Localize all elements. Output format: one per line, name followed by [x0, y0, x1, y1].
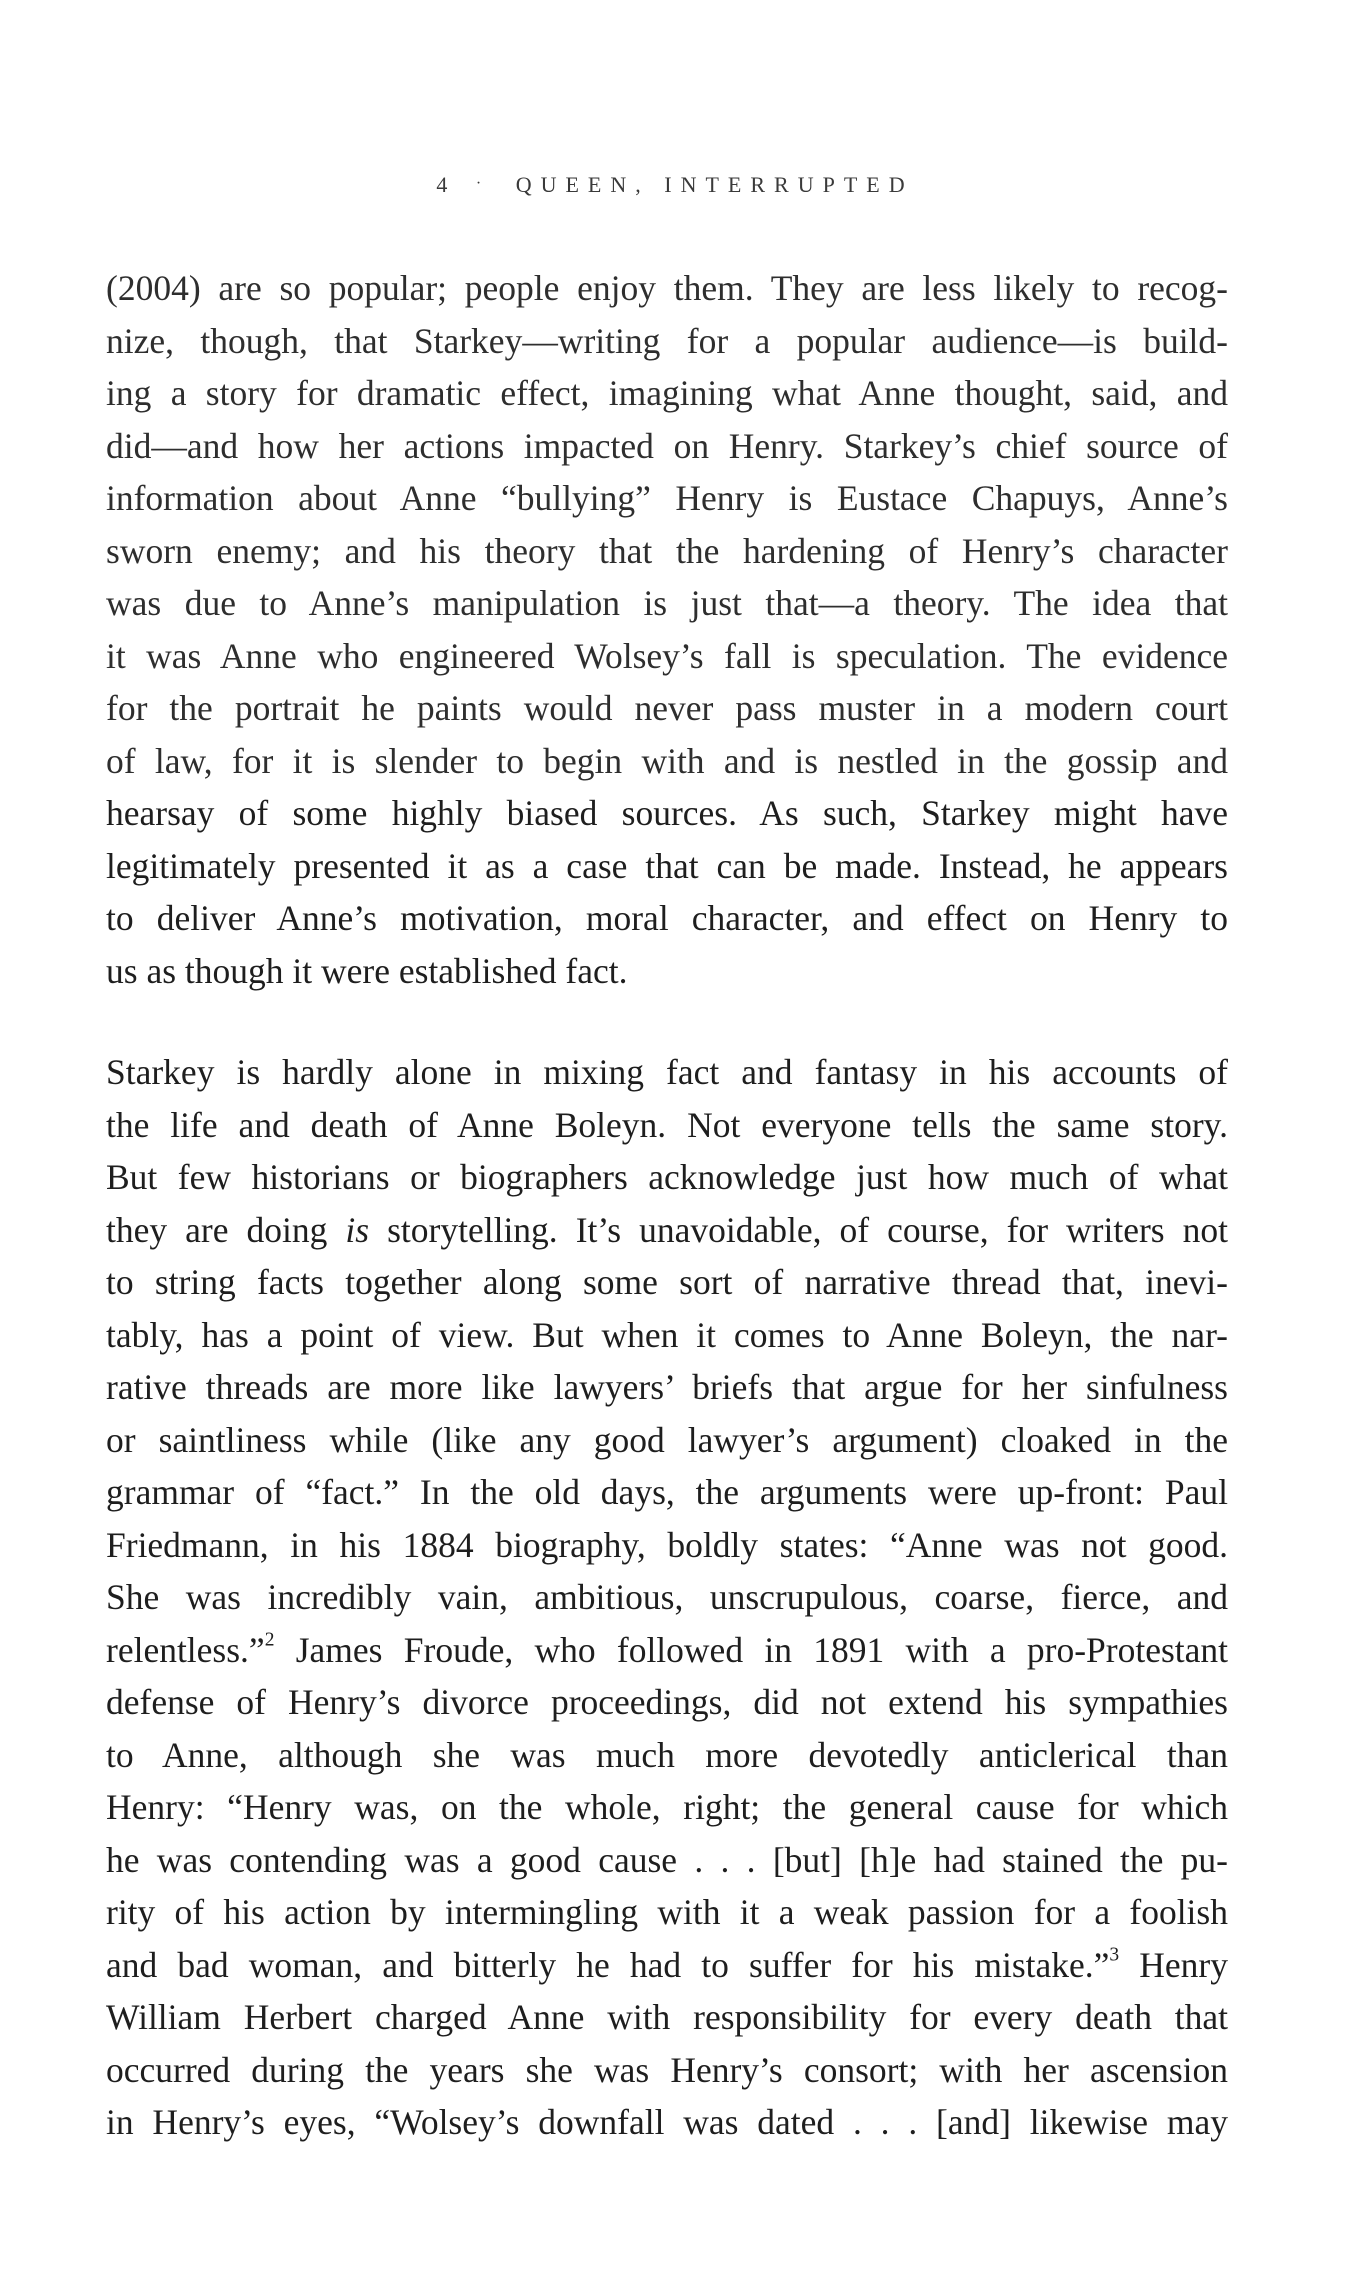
paragraph [106, 1046, 1228, 2149]
text-line: to Anne, although she was much more devotedly anticlerical than [106, 1734, 1228, 1775]
text-line: ing a story for dramatic effect, imagining what Anne thought, said, and [106, 373, 1228, 413]
text-line: for the portrait he paints would never pass muster in a modern court [106, 688, 1228, 728]
running-head [0, 172, 1350, 198]
footnote-ref: 2 [264, 1628, 275, 1650]
text-line: Starkey is hardly alone in mixing fact and fantasy in his accounts of [106, 1052, 1228, 1092]
text-line [106, 1624, 1228, 1677]
text-line: She was incredibly vain, ambitious, unscrupulous, coarse, fierce, and [106, 1577, 1228, 1617]
text-line: rity of his action by intermingling with it a weak passion for a foolish [106, 1892, 1228, 1932]
text-run: and bad woman, and bitterly he had to suffer for his mistake.” [106, 1944, 1110, 1985]
text-line: (2004) are so popular; people enjoy them. They are less likely to recog- [106, 268, 1228, 308]
text-line: hearsay of some highly biased sources. As such, Starkey might have [106, 793, 1228, 833]
text-line: to string facts together along some sort of narrative thread that, inevi- [106, 1262, 1228, 1302]
text-line: sworn enemy; and his theory that the hardening of Henry’s character [106, 530, 1228, 571]
text-line: us as though it were established fact. [106, 950, 628, 991]
text-line [106, 1939, 1228, 1992]
text-line: tably, has a point of view. But when it comes to Anne Boleyn, the nar- [106, 1314, 1228, 1355]
text-line: legitimately presented it as a case that can be made. Instead, he appears [106, 845, 1228, 886]
text-run: relentless.” [106, 1629, 265, 1670]
text-line: Friedmann, in his 1884 biography, boldly states: “Anne was not good. [106, 1524, 1228, 1565]
page-number: 4 [436, 172, 448, 197]
text-line: in Henry’s eyes, “Wolsey’s downfall was dated . . . [and] likewise may [106, 2102, 1228, 2142]
text-line: did—and how her actions impacted on Henry. Starkey’s chief source of [106, 425, 1228, 466]
text-run: they are doing [106, 1209, 346, 1250]
text-line: to deliver Anne’s motivation, moral character, and effect on Henry to [106, 898, 1228, 938]
text-line [106, 1204, 1228, 1257]
text-line: William Herbert charged Anne with responsibility for every death that [106, 1997, 1228, 2037]
emphasis: is [345, 1209, 370, 1250]
text-line: he was contending was a good cause . . . [but] [h]e had stained the pu- [106, 1839, 1228, 1880]
text-line: the life and death of Anne Boleyn. Not everyone tells the same story. [106, 1104, 1228, 1145]
footnote-ref: 3 [1109, 1943, 1120, 1965]
paragraph-continued [106, 262, 1228, 997]
text-line: defense of Henry’s divorce proceedings, did not extend his sympathies [106, 1682, 1228, 1722]
text-line: occurred during the years she was Henry’s consort; with her ascension [106, 2049, 1228, 2090]
text-line: But few historians or biographers acknowledge just how much of what [106, 1157, 1228, 1197]
text-line: of law, for it is slender to begin with and is nestled in the gossip and [106, 740, 1228, 781]
text-line: Henry: “Henry was, on the whole, right; the general cause for which [106, 1787, 1228, 1827]
text-line: grammar of “fact.” In the old days, the arguments were up-front: Paul [106, 1472, 1228, 1512]
text-line: information about Anne “bullying” Henry is Eustace Chapuys, Anne’s [106, 478, 1228, 518]
text-run: storytelling. It’s unavoidable, of course, for writers not [369, 1209, 1228, 1250]
running-head-title: QUEEN, INTERRUPTED [515, 172, 914, 197]
text-line: nize, though, that Starkey—writing for a popular audience—is build- [106, 320, 1228, 361]
text-run: James Froude, who followed in 1891 with a pro-Protestant [274, 1629, 1228, 1670]
text-line: rative threads are more like lawyers’ briefs that argue for her sinfulness [106, 1367, 1228, 1407]
text-run: Henry [1119, 1944, 1229, 1985]
text-line: was due to Anne’s manipulation is just that—a theory. The idea that [106, 583, 1228, 623]
running-head-separator: · [475, 175, 482, 192]
text-line: or saintliness while (like any good lawyer’s argument) cloaked in the [106, 1419, 1228, 1460]
text-line: it was Anne who engineered Wolsey’s fall is speculation. The evidence [106, 635, 1228, 676]
